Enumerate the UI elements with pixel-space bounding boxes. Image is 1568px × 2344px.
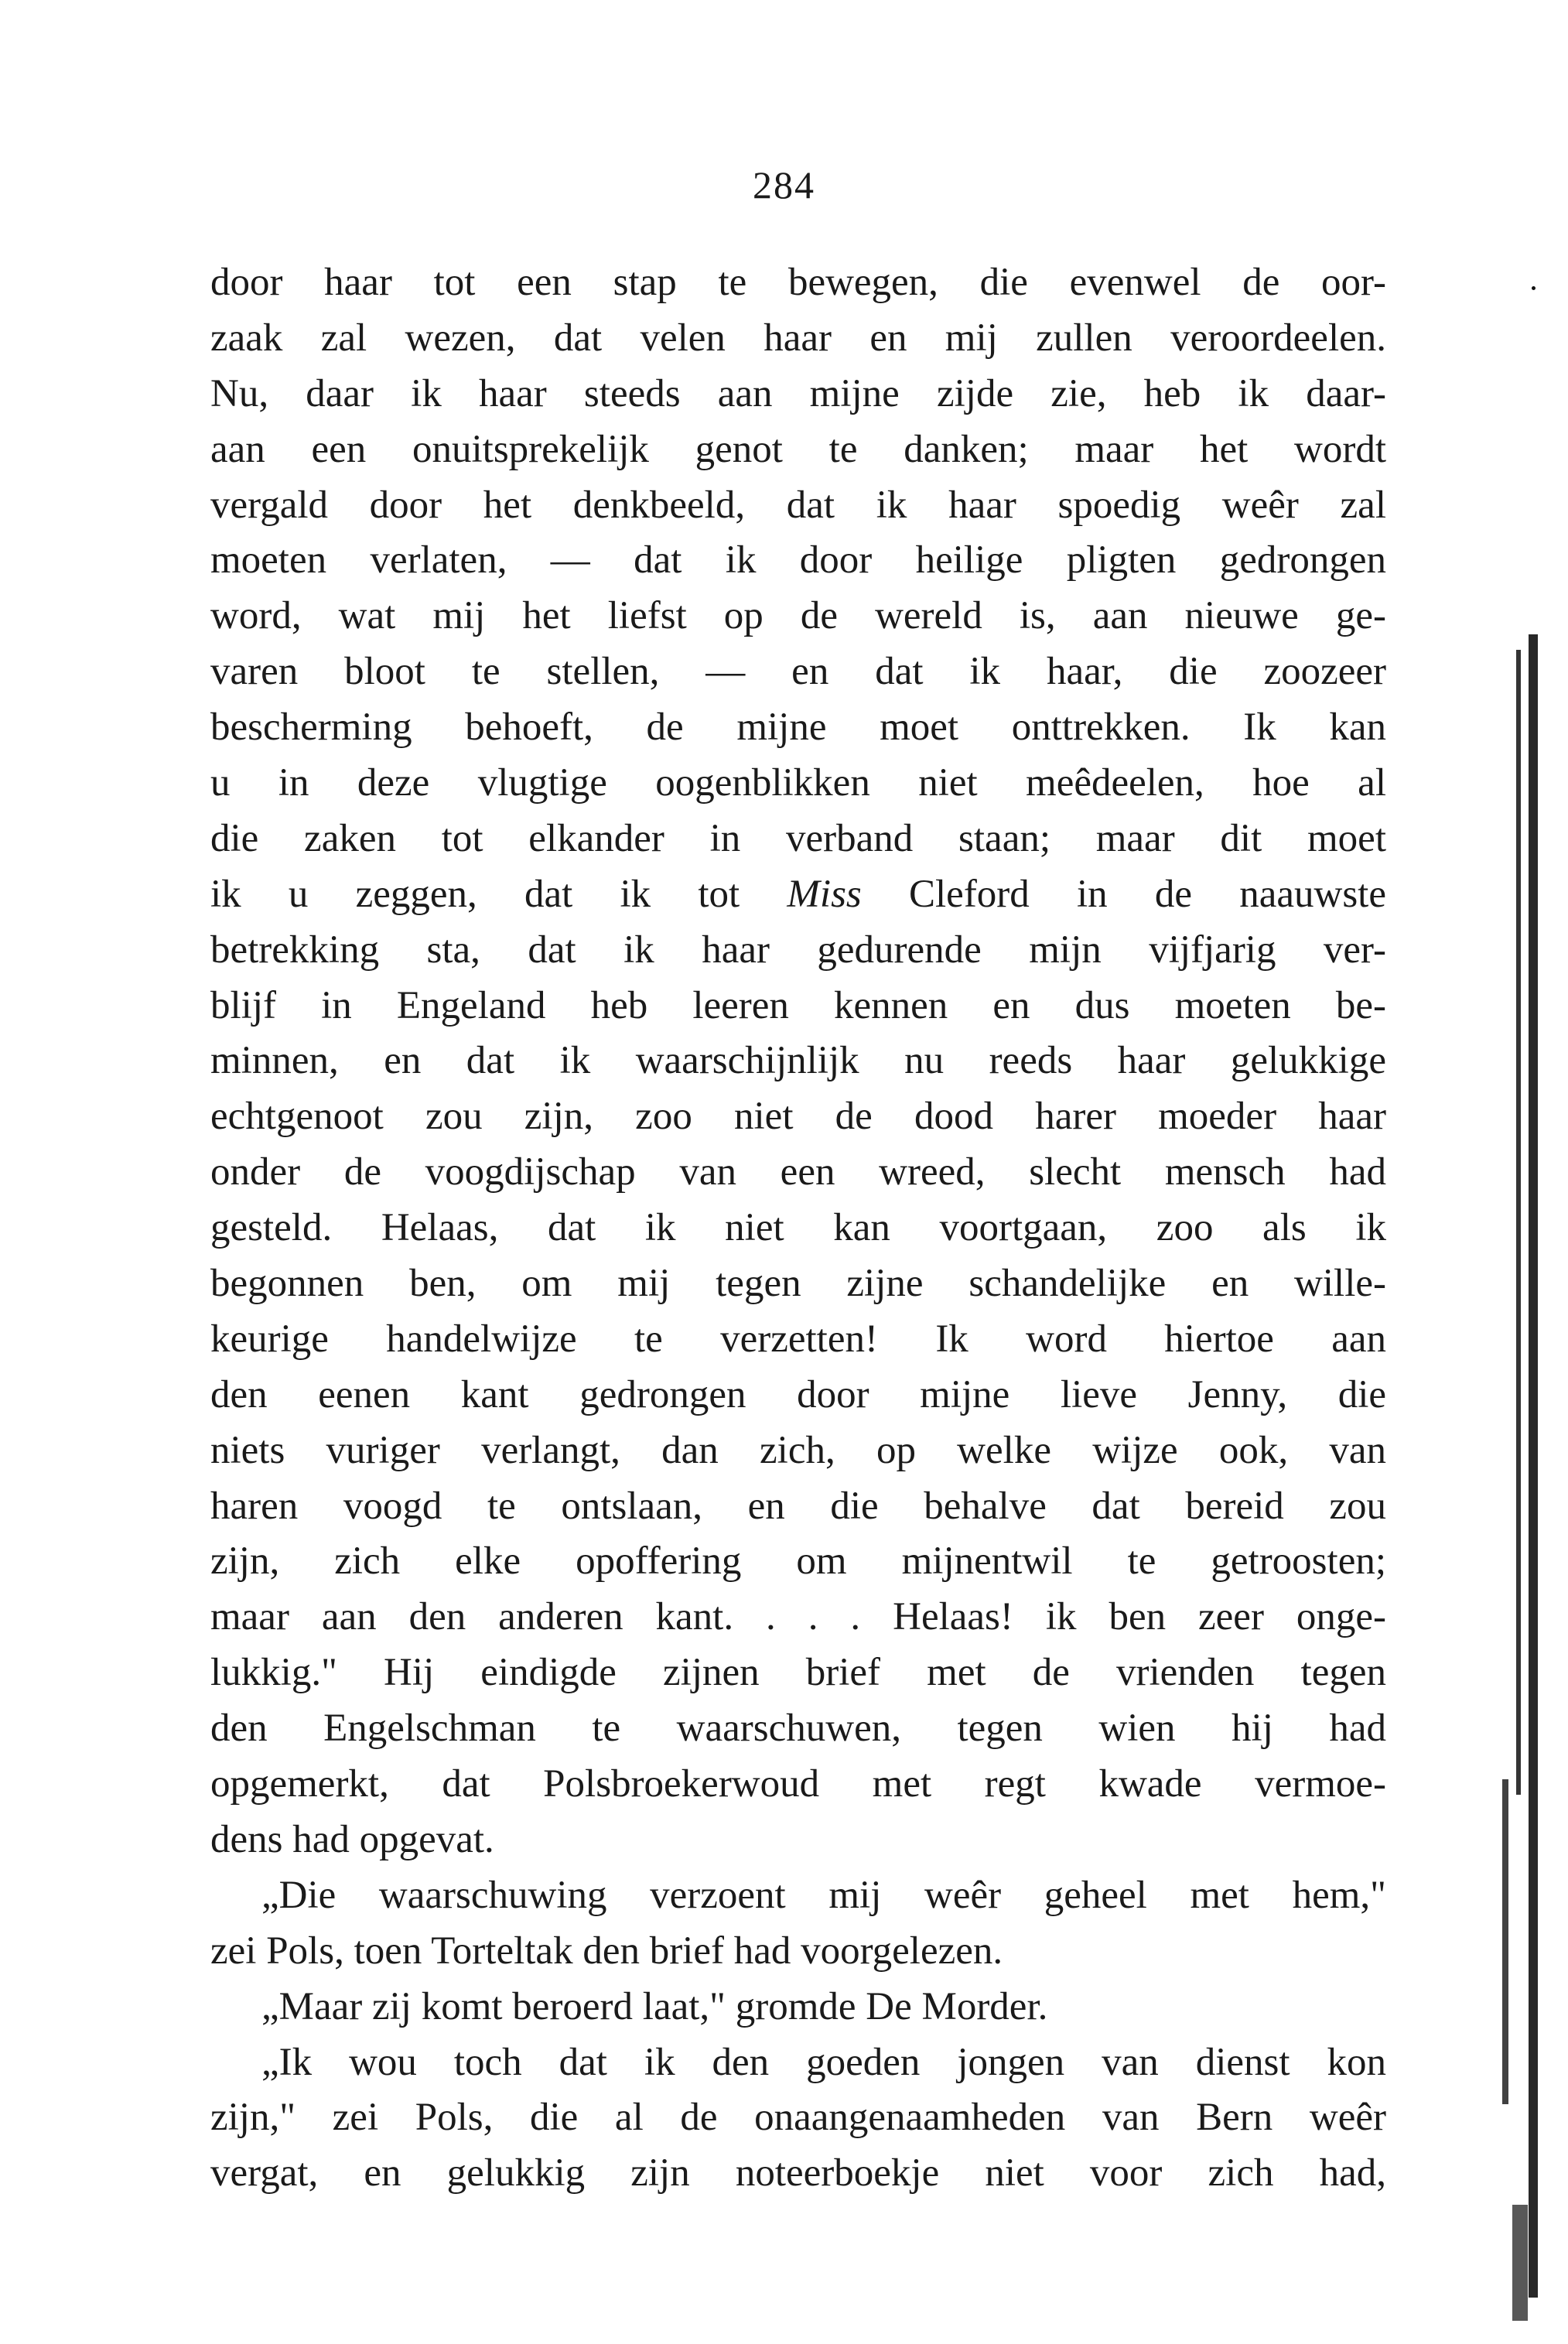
text-line: niets vuriger verlangt, dan zich, op welke wijze ook, van bbox=[210, 1428, 1386, 1472]
text-span: Cleford in de naauwste bbox=[861, 872, 1386, 916]
text-line: zaak zal wezen, dat velen haar en mij zullen veroordeelen. bbox=[210, 316, 1386, 360]
text-line: betrekking sta, dat ik haar gedurende mijn vijfjarig ver- bbox=[210, 928, 1386, 972]
italic-word: Miss bbox=[787, 872, 862, 916]
text-line: haren voogd te ontslaan, en die behalve dat bereid zou bbox=[210, 1484, 1386, 1528]
text-line: zijn," zei Pols, die al de onaangenaamheden van Bern weêr bbox=[210, 2096, 1386, 2140]
text-line: u in deze vlugtige oogenblikken niet meêdeelen, hoe al bbox=[210, 761, 1386, 805]
text-line: varen bloot te stellen, — en dat ik haar, die zoozeer bbox=[210, 650, 1386, 694]
text-line: zijn, zich elke opoffering om mijnentwil te getroosten; bbox=[210, 1539, 1386, 1584]
paragraph-end-line: zei Pols, toen Torteltak den brief had voorgelezen. bbox=[210, 1929, 1003, 1973]
page-number: 284 bbox=[753, 163, 815, 207]
text-line: bescherming behoeft, de mijne moet onttrekken. Ik kan bbox=[210, 706, 1386, 750]
paragraph-line: „Maar zij komt beroerd laat," gromde De Morder. bbox=[261, 1984, 1048, 2028]
page-edge-shadow bbox=[1502, 1779, 1508, 2104]
paragraph-end-line: dens had opgevat. bbox=[210, 1817, 494, 1861]
paragraph-start-line: „Ik wou toch dat ik den goeden jongen van dienst kon bbox=[261, 2040, 1386, 2084]
text-line: Nu, daar ik haar steeds aan mijne zijde zie, heb ik daar- bbox=[210, 371, 1386, 415]
text-line: begonnen ben, om mij tegen zijne schandelijke en wille- bbox=[210, 1262, 1386, 1306]
text-line: aan een onuitsprekelijk genot te danken; maar het wordt bbox=[210, 427, 1386, 471]
text-line: word, wat mij het liefst op de wereld is, aan nieuwe ge- bbox=[210, 594, 1386, 638]
page-edge-shadow bbox=[1516, 650, 1521, 1795]
text-span: ik u zeggen, dat ik tot bbox=[210, 872, 787, 916]
text-line: moeten verlaten, — dat ik door heilige pligten gedrongen bbox=[210, 538, 1386, 583]
page-edge-speck bbox=[1532, 286, 1536, 290]
text-line: den Engelschman te waarschuwen, tegen wien hij had bbox=[210, 1707, 1386, 1751]
text-line: maar aan den anderen kant. . . . Helaas! ik ben zeer onge- bbox=[210, 1595, 1386, 1639]
text-line-with-italic bbox=[210, 867, 1386, 923]
text-line: door haar tot een stap te bewegen, die evenwel de oor- bbox=[210, 261, 1386, 304]
text-line: onder de voogdijschap van een wreed, slecht mensch had bbox=[210, 1150, 1386, 1194]
text-line: keurige handelwijze te verzetten! Ik word hiertoe aan bbox=[210, 1317, 1386, 1361]
text-line: minnen, en dat ik waarschijnlijk nu reeds haar gelukkige bbox=[210, 1039, 1386, 1083]
text-line: lukkig." Hij eindigde zijnen brief met de vrienden tegen bbox=[210, 1651, 1386, 1695]
page-edge-shadow bbox=[1512, 2205, 1528, 2321]
text-line: vergat, en gelukkig zijn noteerboekje niet voor zich had, bbox=[210, 2151, 1386, 2195]
body-text bbox=[210, 255, 1386, 2202]
page-edge-shadow bbox=[1529, 634, 1538, 2298]
text-line: blijf in Engeland heb leeren kennen en dus moeten be- bbox=[210, 983, 1386, 1027]
text-line: echtgenoot zou zijn, zoo niet de dood harer moeder haar bbox=[210, 1095, 1386, 1139]
text-line: opgemerkt, dat Polsbroekerwoud met regt kwade vermoe- bbox=[210, 1762, 1386, 1806]
text-line: gesteld. Helaas, dat ik niet kan voortgaan, zoo als ik bbox=[210, 1206, 1386, 1250]
text-line: die zaken tot elkander in verband staan; maar dit moet bbox=[210, 816, 1386, 860]
text-line: den eenen kant gedrongen door mijne lieve Jenny, die bbox=[210, 1372, 1386, 1416]
text-line: vergald door het denkbeeld, dat ik haar spoedig weêr zal bbox=[210, 483, 1386, 527]
paragraph-start-line: „Die waarschuwing verzoent mij weêr geheel met hem," bbox=[261, 1873, 1386, 1917]
